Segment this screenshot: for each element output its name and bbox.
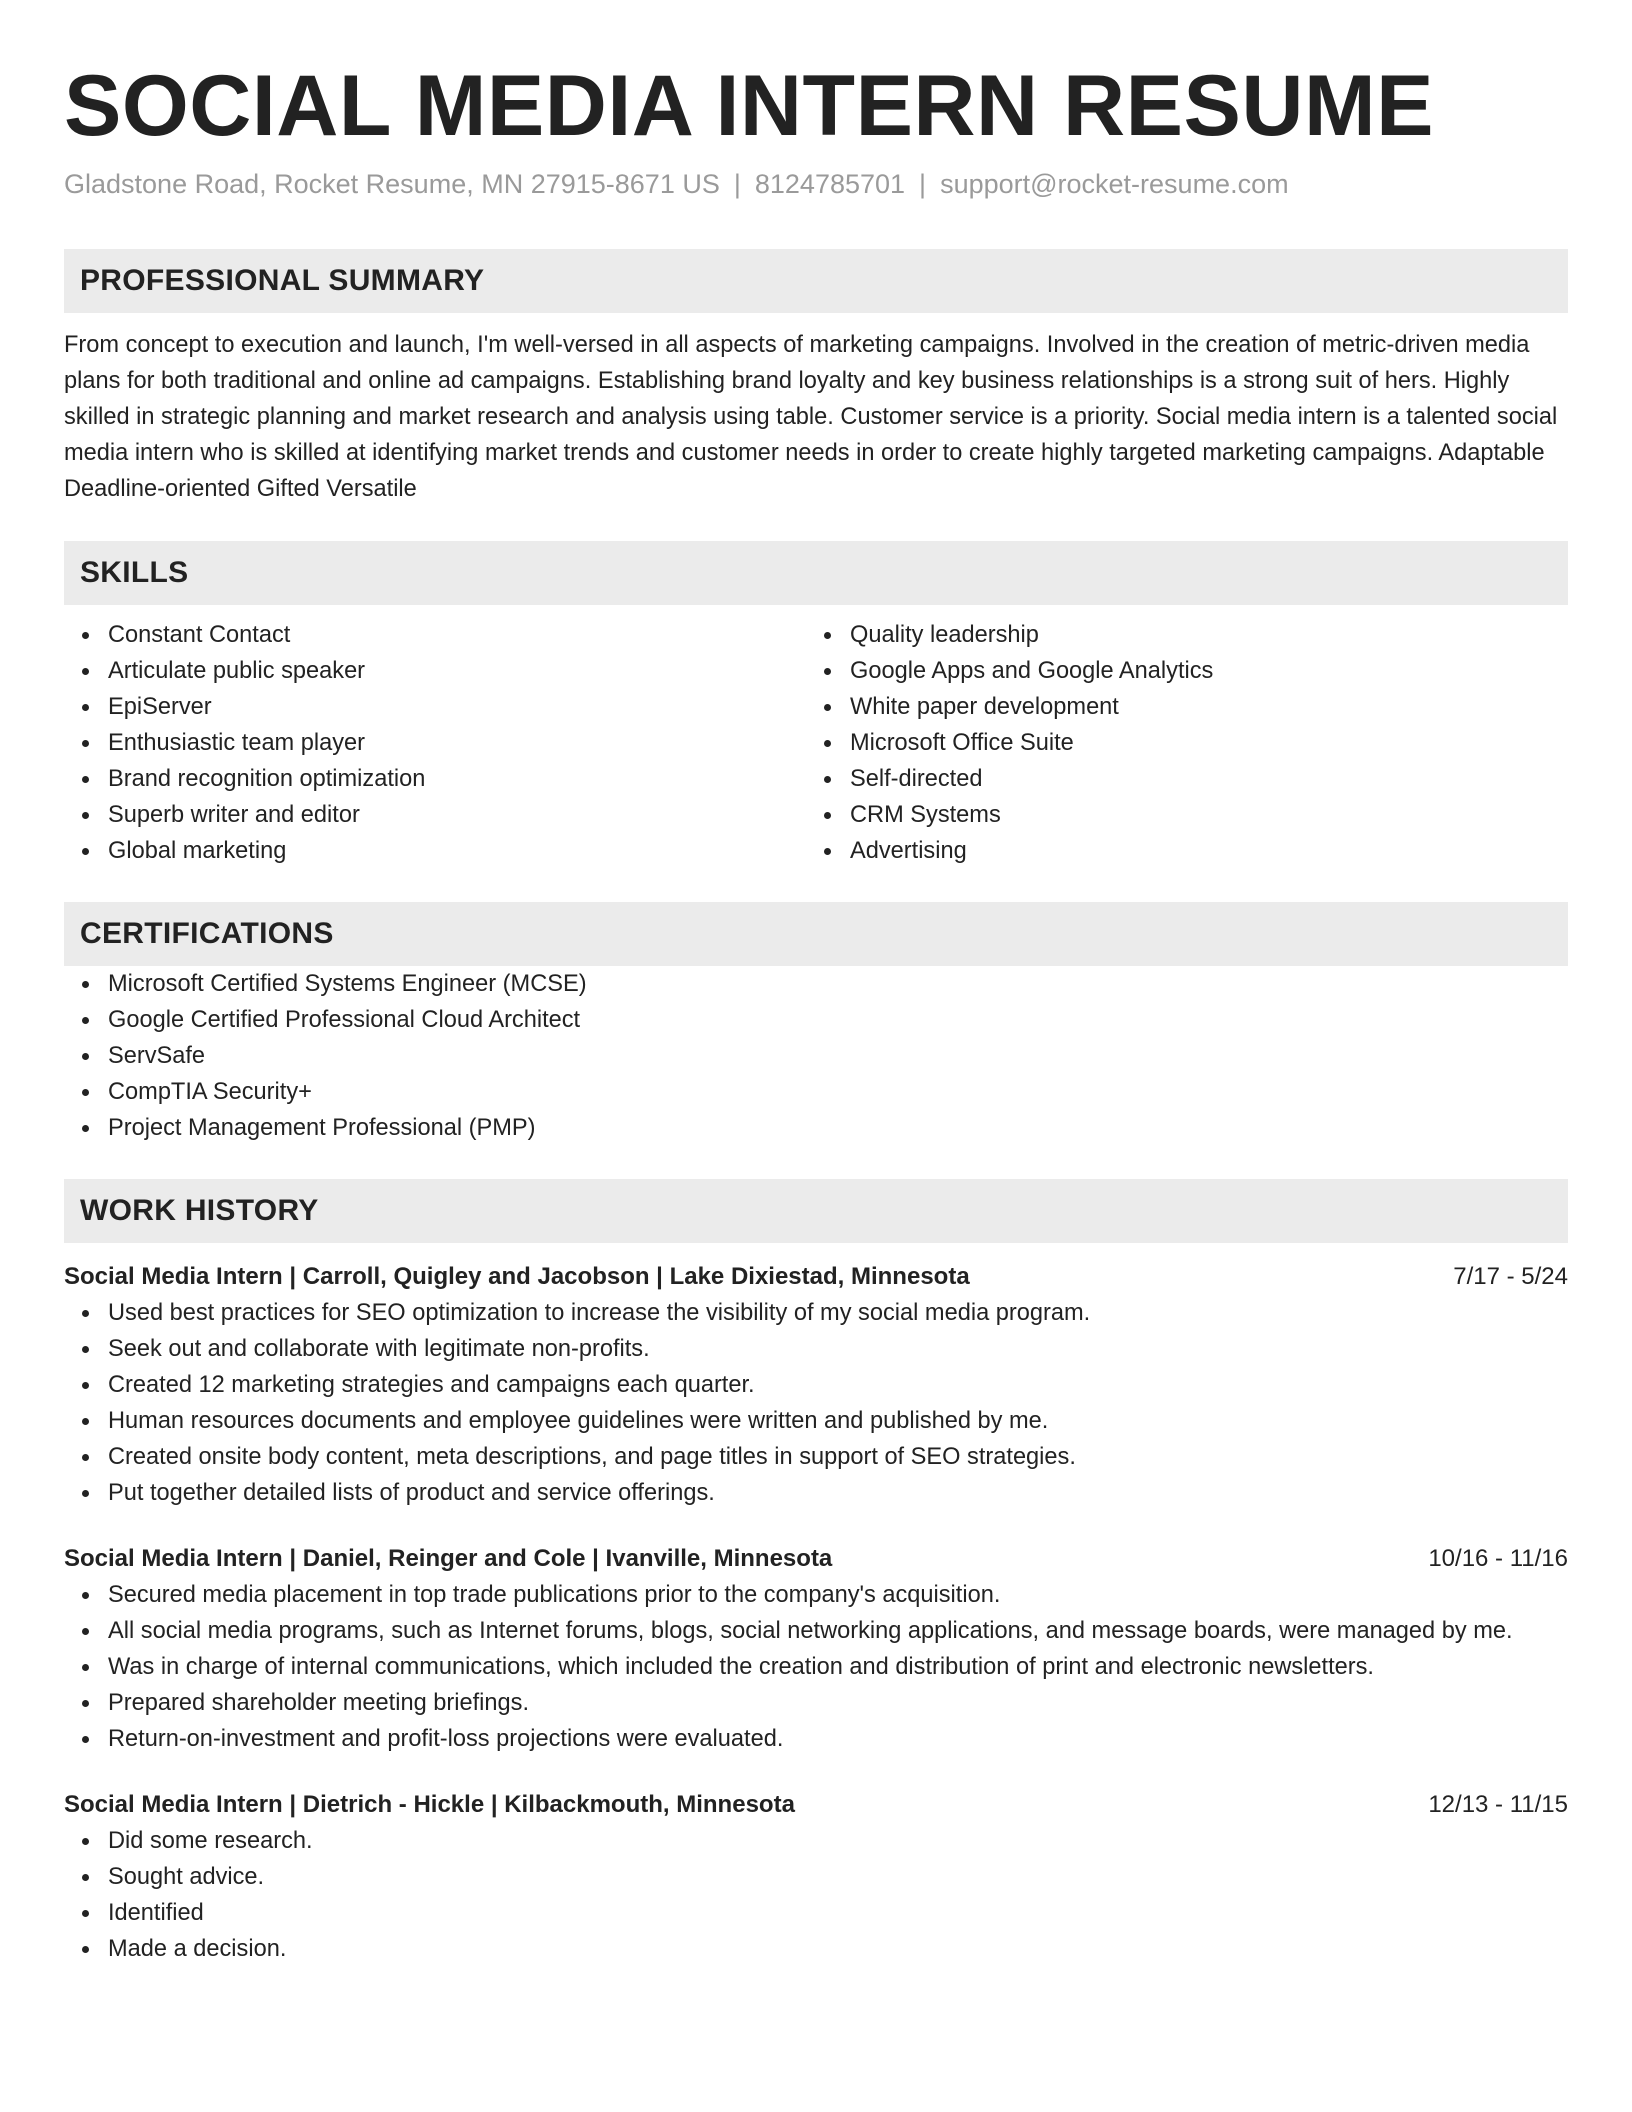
skill-item: Quality leadership bbox=[806, 617, 1548, 653]
job-bullet: Did some research. bbox=[64, 1823, 1568, 1859]
job-bullet: Made a decision. bbox=[64, 1931, 1568, 1967]
skill-item: Google Apps and Google Analytics bbox=[806, 653, 1548, 689]
job-bullet: Seek out and collaborate with legitimate non-profits. bbox=[64, 1331, 1568, 1367]
job-bullet: Created onsite body content, meta descriptions, and page titles in support of SEO strategies. bbox=[64, 1439, 1568, 1475]
job-entry bbox=[64, 1259, 1568, 1511]
professional-summary-heading: PROFESSIONAL SUMMARY bbox=[64, 249, 1568, 313]
skill-item: Global marketing bbox=[64, 833, 806, 869]
certification-item: CompTIA Security+ bbox=[64, 1074, 1568, 1110]
certification-item: Microsoft Certified Systems Engineer (MCSE) bbox=[64, 966, 1568, 1002]
skills-list-right bbox=[806, 617, 1548, 869]
skill-item: Self-directed bbox=[806, 761, 1548, 797]
contact-separator: | bbox=[733, 169, 741, 199]
job-header bbox=[64, 1787, 1568, 1823]
certification-item: ServSafe bbox=[64, 1038, 1568, 1074]
certification-item: Project Management Professional (PMP) bbox=[64, 1110, 1568, 1146]
professional-summary-text: From concept to execution and launch, I'm well-versed in all aspects of marketing campaigns. Involved in the creation of metric-driven media plans for both traditional and online ad campaigns. Establishing brand loyalty and key business relationships is a strong suit of hers. Highly skilled in strategic planning and market research and analysis using table. Customer service is a priority. Social media intern is a talented social media intern who is skilled at identifying market trends and customer needs in order to create highly targeted marketing campaigns. Adaptable Deadline-oriented Gifted Versatile bbox=[64, 332, 1558, 502]
contact-line bbox=[64, 166, 1568, 202]
skills-column-right bbox=[806, 617, 1548, 869]
resume-page bbox=[64, 56, 1568, 1967]
job-bullet: Put together detailed lists of product and service offerings. bbox=[64, 1475, 1568, 1511]
job-dates: 12/13 - 11/15 bbox=[1428, 1791, 1568, 1818]
certifications-heading: CERTIFICATIONS bbox=[64, 902, 1568, 966]
job-bullet: Sought advice. bbox=[64, 1859, 1568, 1895]
job-bullets bbox=[64, 1577, 1568, 1757]
job-header bbox=[64, 1259, 1568, 1295]
job-bullets bbox=[64, 1823, 1568, 1967]
work-history-heading: WORK HISTORY bbox=[64, 1179, 1568, 1243]
job-entry bbox=[64, 1541, 1568, 1757]
job-bullet: Secured media placement in top trade publications prior to the company's acquisition. bbox=[64, 1577, 1568, 1613]
contact-address: Gladstone Road, Rocket Resume, MN 27915-8671 US bbox=[64, 169, 720, 199]
skill-item: Microsoft Office Suite bbox=[806, 725, 1548, 761]
job-bullet: Identified bbox=[64, 1895, 1568, 1931]
skills-grid bbox=[64, 617, 1568, 869]
contact-phone: 8124785701 bbox=[754, 169, 906, 199]
skills-column-left bbox=[64, 617, 806, 869]
job-title: Social Media Intern | Daniel, Reinger and Cole | Ivanville, Minnesota bbox=[64, 1545, 833, 1572]
job-bullet: Was in charge of internal communications, which included the creation and distribution of print and electronic newsletters. bbox=[64, 1649, 1568, 1685]
resume-title: SOCIAL MEDIA INTERN RESUME bbox=[64, 58, 1434, 154]
job-dates: 7/17 - 5/24 bbox=[1453, 1263, 1568, 1290]
job-bullet: Human resources documents and employee guidelines were written and published by me. bbox=[64, 1403, 1568, 1439]
certifications-list bbox=[64, 966, 1568, 1146]
job-bullet: Used best practices for SEO optimization to increase the visibility of my social media program. bbox=[64, 1295, 1568, 1331]
job-bullet: Prepared shareholder meeting briefings. bbox=[64, 1685, 1568, 1721]
skills-heading: SKILLS bbox=[64, 541, 1568, 605]
contact-email: support@rocket-resume.com bbox=[940, 169, 1289, 199]
skill-item: Superb writer and editor bbox=[64, 797, 806, 833]
skill-item: Advertising bbox=[806, 833, 1548, 869]
job-bullet: All social media programs, such as Internet forums, blogs, social networking applications, and message boards, were managed by me. bbox=[64, 1613, 1568, 1649]
skill-item: CRM Systems bbox=[806, 797, 1548, 833]
certification-item: Google Certified Professional Cloud Architect bbox=[64, 1002, 1568, 1038]
job-bullet: Return-on-investment and profit-loss projections were evaluated. bbox=[64, 1721, 1568, 1757]
job-title: Social Media Intern | Carroll, Quigley and Jacobson | Lake Dixiestad, Minnesota bbox=[64, 1263, 970, 1290]
skill-item: EpiServer bbox=[64, 689, 806, 725]
skill-item: White paper development bbox=[806, 689, 1548, 725]
skills-list-left bbox=[64, 617, 806, 869]
skill-item: Brand recognition optimization bbox=[64, 761, 806, 797]
job-entry bbox=[64, 1787, 1568, 1967]
job-bullets bbox=[64, 1295, 1568, 1511]
job-header bbox=[64, 1541, 1568, 1577]
skill-item: Constant Contact bbox=[64, 617, 806, 653]
contact-separator: | bbox=[919, 169, 927, 199]
job-dates: 10/16 - 11/16 bbox=[1428, 1545, 1568, 1572]
job-bullet: Created 12 marketing strategies and campaigns each quarter. bbox=[64, 1367, 1568, 1403]
skill-item: Enthusiastic team player bbox=[64, 725, 806, 761]
job-title: Social Media Intern | Dietrich - Hickle | Kilbackmouth, Minnesota bbox=[64, 1791, 795, 1818]
skill-item: Articulate public speaker bbox=[64, 653, 806, 689]
